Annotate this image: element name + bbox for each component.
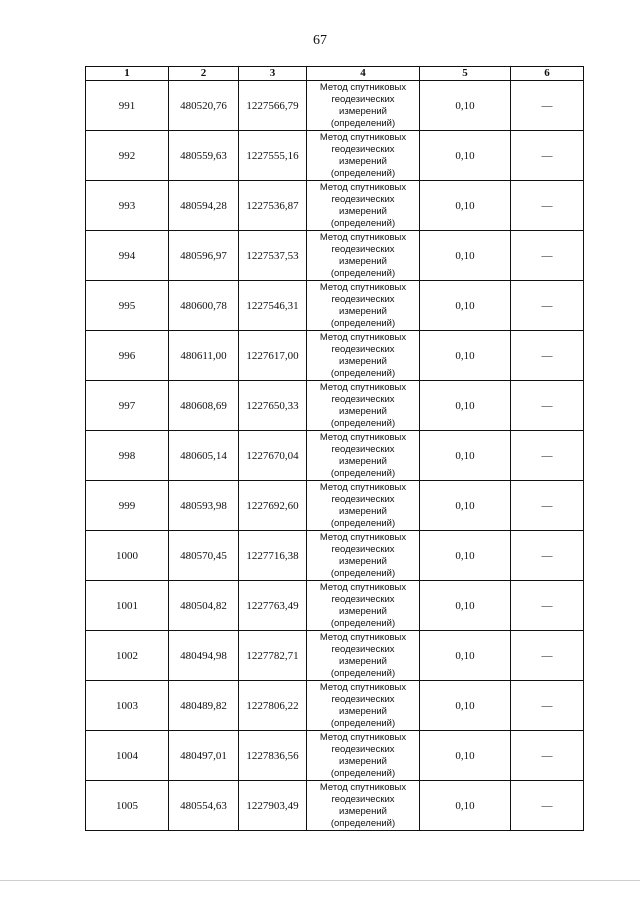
method-text-line: измерений <box>339 705 387 717</box>
coordinate-x-cell: 480611,00 <box>169 331 239 381</box>
accuracy-cell: 0,10 <box>420 781 511 831</box>
method-text-line: (определений) <box>330 817 396 829</box>
method-text-line: геодезических <box>331 93 395 105</box>
method-text-line: Метод спутниковых <box>319 681 407 693</box>
coordinate-y-cell: 1227650,33 <box>239 381 307 431</box>
coordinate-x-cell: 480504,82 <box>169 581 239 631</box>
method-text-line: (определений) <box>330 267 396 279</box>
dash-mark: — <box>541 399 553 412</box>
coordinate-y-cell: 1227566,79 <box>239 81 307 131</box>
method-text-line: (определений) <box>330 617 396 629</box>
method-text-line: Метод спутниковых <box>319 431 407 443</box>
coordinate-x-cell: 480494,98 <box>169 631 239 681</box>
dash-mark: — <box>541 149 553 162</box>
coordinate-x-cell: 480554,63 <box>169 781 239 831</box>
note-cell <box>511 131 584 181</box>
accuracy-cell: 0,10 <box>420 231 511 281</box>
coordinate-y-cell: 1227546,31 <box>239 281 307 331</box>
dash-mark: — <box>541 449 553 462</box>
dash-mark: — <box>541 499 553 512</box>
method-text-line: Метод спутниковых <box>319 631 407 643</box>
method-text-line: измерений <box>339 505 387 517</box>
point-number-cell: 1005 <box>86 781 169 831</box>
coordinate-x-cell: 480593,98 <box>169 481 239 531</box>
method-text-line: измерений <box>339 155 387 167</box>
dash-mark: — <box>541 749 553 762</box>
table-row <box>86 81 584 131</box>
dash-mark: — <box>541 649 553 662</box>
point-number-cell: 997 <box>86 381 169 431</box>
accuracy-cell: 0,10 <box>420 431 511 481</box>
coordinate-y-cell: 1227806,22 <box>239 681 307 731</box>
coordinate-y-cell: 1227537,53 <box>239 231 307 281</box>
method-text-line: (определений) <box>330 367 396 379</box>
method-text-line: (определений) <box>330 717 396 729</box>
method-cell <box>307 731 420 781</box>
method-text-line: (определений) <box>330 667 396 679</box>
method-text-line: (определений) <box>330 417 396 429</box>
method-text-line: измерений <box>339 355 387 367</box>
point-number-cell: 1000 <box>86 531 169 581</box>
note-cell <box>511 431 584 481</box>
dash-mark: — <box>541 699 553 712</box>
note-cell <box>511 381 584 431</box>
coordinate-y-cell: 1227536,87 <box>239 181 307 231</box>
coordinate-y-cell: 1227716,38 <box>239 531 307 581</box>
point-number-cell: 995 <box>86 281 169 331</box>
method-text-line: Метод спутниковых <box>319 581 407 593</box>
method-cell <box>307 581 420 631</box>
page-bottom-rule <box>0 880 640 881</box>
table-row <box>86 181 584 231</box>
accuracy-cell: 0,10 <box>420 581 511 631</box>
method-text-line: Метод спутниковых <box>319 481 407 493</box>
table-row <box>86 131 584 181</box>
method-cell <box>307 331 420 381</box>
dash-mark: — <box>541 99 553 112</box>
table-row <box>86 231 584 281</box>
method-text-line: измерений <box>339 205 387 217</box>
point-number-cell: 993 <box>86 181 169 231</box>
method-text-line: геодезических <box>331 793 395 805</box>
method-cell <box>307 481 420 531</box>
coordinate-y-cell: 1227836,56 <box>239 731 307 781</box>
method-text-line: (определений) <box>330 317 396 329</box>
coordinate-x-cell: 480596,97 <box>169 231 239 281</box>
point-number-cell: 1004 <box>86 731 169 781</box>
coordinate-y-cell: 1227617,00 <box>239 331 307 381</box>
method-text-line: Метод спутниковых <box>319 731 407 743</box>
point-number-cell: 1001 <box>86 581 169 631</box>
header-row <box>86 67 584 81</box>
coordinate-y-cell: 1227763,49 <box>239 581 307 631</box>
method-text-line: Метод спутниковых <box>319 331 407 343</box>
coordinate-x-cell: 480600,78 <box>169 281 239 331</box>
method-cell <box>307 231 420 281</box>
coordinate-x-cell: 480520,76 <box>169 81 239 131</box>
accuracy-cell: 0,10 <box>420 681 511 731</box>
table-body <box>86 81 584 831</box>
coordinate-x-cell: 480497,01 <box>169 731 239 781</box>
coordinate-y-cell: 1227782,71 <box>239 631 307 681</box>
method-text-line: измерений <box>339 305 387 317</box>
coordinate-x-cell: 480605,14 <box>169 431 239 481</box>
column-header-1: 1 <box>86 67 169 81</box>
coordinates-table <box>85 66 584 831</box>
table-row <box>86 531 584 581</box>
note-cell <box>511 731 584 781</box>
method-cell <box>307 181 420 231</box>
method-text-line: (определений) <box>330 767 396 779</box>
method-text-line: измерений <box>339 405 387 417</box>
table-row <box>86 681 584 731</box>
method-cell <box>307 81 420 131</box>
method-text-line: Метод спутниковых <box>319 281 407 293</box>
dash-mark: — <box>541 199 553 212</box>
note-cell <box>511 631 584 681</box>
note-cell <box>511 581 584 631</box>
method-text-line: геодезических <box>331 343 395 355</box>
note-cell <box>511 531 584 581</box>
accuracy-cell: 0,10 <box>420 381 511 431</box>
point-number-cell: 991 <box>86 81 169 131</box>
method-text-line: (определений) <box>330 167 396 179</box>
method-text-line: измерений <box>339 655 387 667</box>
table-row <box>86 281 584 331</box>
column-header-3: 3 <box>239 67 307 81</box>
method-text-line: (определений) <box>330 517 396 529</box>
method-text-line: геодезических <box>331 243 395 255</box>
method-cell <box>307 631 420 681</box>
coordinate-y-cell: 1227670,04 <box>239 431 307 481</box>
note-cell <box>511 81 584 131</box>
method-text-line: измерений <box>339 605 387 617</box>
method-cell <box>307 531 420 581</box>
page-number: 67 <box>313 33 327 48</box>
note-cell <box>511 681 584 731</box>
method-text-line: геодезических <box>331 143 395 155</box>
accuracy-cell: 0,10 <box>420 181 511 231</box>
accuracy-cell: 0,10 <box>420 481 511 531</box>
method-text-line: геодезических <box>331 193 395 205</box>
method-text-line: измерений <box>339 755 387 767</box>
method-text-line: Метод спутниковых <box>319 381 407 393</box>
table-row <box>86 331 584 381</box>
method-text-line: геодезических <box>331 543 395 555</box>
method-text-line: измерений <box>339 455 387 467</box>
point-number-cell: 1002 <box>86 631 169 681</box>
note-cell <box>511 231 584 281</box>
method-text-line: Метод спутниковых <box>319 781 407 793</box>
dash-mark: — <box>541 249 553 262</box>
method-cell <box>307 681 420 731</box>
method-text-line: измерений <box>339 555 387 567</box>
point-number-cell: 996 <box>86 331 169 381</box>
method-text-line: Метод спутниковых <box>319 81 407 93</box>
note-cell <box>511 481 584 531</box>
point-number-cell: 998 <box>86 431 169 481</box>
column-header-2: 2 <box>169 67 239 81</box>
method-text-line: (определений) <box>330 467 396 479</box>
method-text-line: Метод спутниковых <box>319 181 407 193</box>
coordinate-x-cell: 480594,28 <box>169 181 239 231</box>
dash-mark: — <box>541 549 553 562</box>
method-text-line: (определений) <box>330 567 396 579</box>
method-text-line: геодезических <box>331 693 395 705</box>
dash-mark: — <box>541 599 553 612</box>
column-header-4: 4 <box>307 67 420 81</box>
accuracy-cell: 0,10 <box>420 731 511 781</box>
coordinate-x-cell: 480570,45 <box>169 531 239 581</box>
method-text-line: измерений <box>339 105 387 117</box>
accuracy-cell: 0,10 <box>420 531 511 581</box>
accuracy-cell: 0,10 <box>420 81 511 131</box>
dash-mark: — <box>541 299 553 312</box>
table-row <box>86 381 584 431</box>
accuracy-cell: 0,10 <box>420 331 511 381</box>
note-cell <box>511 331 584 381</box>
coordinate-y-cell: 1227903,49 <box>239 781 307 831</box>
method-cell <box>307 131 420 181</box>
method-cell <box>307 281 420 331</box>
point-number-cell: 999 <box>86 481 169 531</box>
column-header-6: 6 <box>511 67 584 81</box>
method-text-line: геодезических <box>331 643 395 655</box>
coordinate-y-cell: 1227555,16 <box>239 131 307 181</box>
accuracy-cell: 0,10 <box>420 131 511 181</box>
method-text-line: (определений) <box>330 217 396 229</box>
table-row <box>86 631 584 681</box>
method-text-line: измерений <box>339 255 387 267</box>
note-cell <box>511 281 584 331</box>
table-row <box>86 731 584 781</box>
method-text-line: Метод спутниковых <box>319 531 407 543</box>
method-cell <box>307 431 420 481</box>
point-number-cell: 992 <box>86 131 169 181</box>
table-row <box>86 781 584 831</box>
accuracy-cell: 0,10 <box>420 631 511 681</box>
point-number-cell: 1003 <box>86 681 169 731</box>
method-text-line: геодезических <box>331 593 395 605</box>
method-text-line: геодезических <box>331 493 395 505</box>
note-cell <box>511 181 584 231</box>
coordinate-x-cell: 480608,69 <box>169 381 239 431</box>
method-text-line: Метод спутниковых <box>319 231 407 243</box>
method-text-line: геодезических <box>331 743 395 755</box>
method-text-line: (определений) <box>330 117 396 129</box>
coordinate-x-cell: 480489,82 <box>169 681 239 731</box>
coordinate-x-cell: 480559,63 <box>169 131 239 181</box>
method-text-line: измерений <box>339 805 387 817</box>
point-number-cell: 994 <box>86 231 169 281</box>
method-text-line: геодезических <box>331 443 395 455</box>
dash-mark: — <box>541 799 553 812</box>
table-row <box>86 431 584 481</box>
method-text-line: геодезических <box>331 393 395 405</box>
note-cell <box>511 781 584 831</box>
table-row <box>86 581 584 631</box>
column-header-5: 5 <box>420 67 511 81</box>
method-cell <box>307 781 420 831</box>
method-text-line: Метод спутниковых <box>319 131 407 143</box>
accuracy-cell: 0,10 <box>420 281 511 331</box>
method-text-line: геодезических <box>331 293 395 305</box>
coordinate-y-cell: 1227692,60 <box>239 481 307 531</box>
dash-mark: — <box>541 349 553 362</box>
method-cell <box>307 381 420 431</box>
table-row <box>86 481 584 531</box>
